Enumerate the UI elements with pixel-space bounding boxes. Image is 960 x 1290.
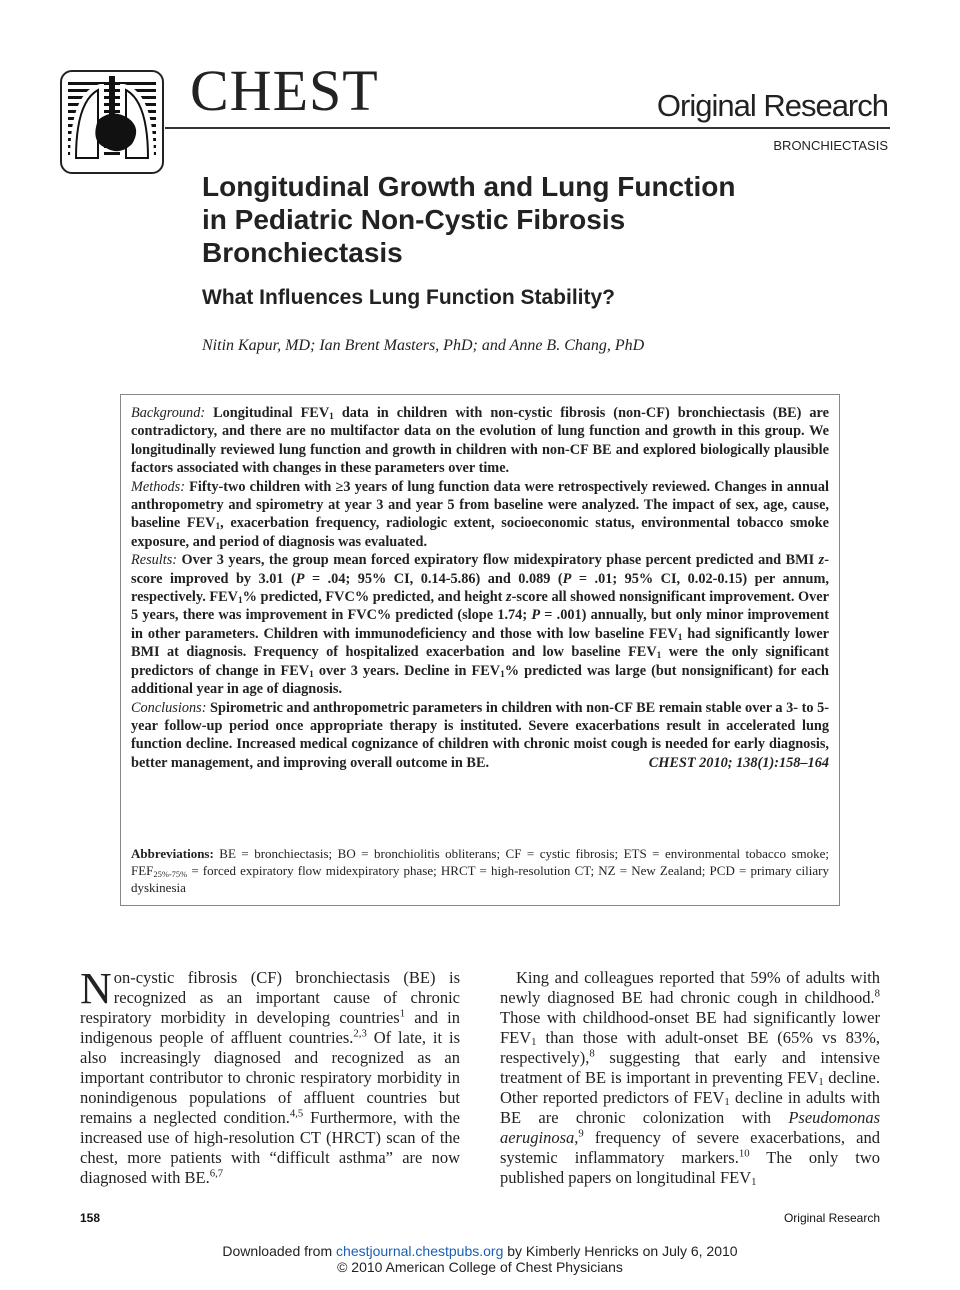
author-list: Nitin Kapur, MD; Ian Brent Masters, PhD; and Anne B. Chang, PhD (202, 337, 645, 354)
journal-name: CHEST (190, 58, 379, 123)
drop-cap: N (80, 964, 112, 1013)
abbreviations: Abbreviations: BE = bronchiectasis; BO = bronchiolitis obliterans; CF = cystic fibrosis; ETS = environmental tobacco smoke; $FEF_{25\%-75\%}$ = forced expiratory flow midexpiratory phase; HRCT = high-resolution CT; NZ = New Zealand; PCD = primary ciliary dyskinesia (131, 846, 829, 895)
reference-link[interactable]: 6,7 (209, 1167, 224, 1180)
download-notice: Downloaded from chestjournal.chestpubs.org by Kimberly Henricks on July 6, 2010 (222, 1243, 738, 1259)
running-footer: Original Research (783, 1211, 880, 1225)
title-line: in Pediatric Non-Cystic Fibrosis (202, 204, 626, 235)
title-line: Bronchiectasis (202, 237, 403, 268)
results-label: Results: (131, 552, 178, 569)
species-name: Pseudomonas aeruginosa (500, 1108, 880, 1147)
page-number: 158 (80, 1211, 101, 1225)
abbreviations-label: Abbreviations: (131, 846, 214, 861)
abstract-methods: Methods: Fifty-two children with ≥3 years of lung function data were retrospectively reviewed. Changes in annual anthropometry and spirometry at year 3 and year 5 from baseline were analyzed. The impact of sex, age, cause, baseline $FEV_1$, exacerbation frequency, radiologic extent, socioeconomic status, environmental tobacco smoke exposure, and period of diagnosis was evaluated. (131, 478, 829, 550)
journal-citation: CHEST 2010; 138(1):158–164 (648, 754, 829, 771)
header-rule (165, 127, 890, 129)
journal-logo (60, 70, 164, 174)
title-line: Longitudinal Growth and Lung Function (202, 171, 736, 202)
reference-link[interactable]: 1 (399, 1007, 406, 1020)
copyright-notice: © 2010 American College of Chest Physicians (337, 1259, 623, 1275)
reference-link[interactable]: 8 (874, 987, 880, 1000)
reference-link[interactable]: 8 (589, 1047, 595, 1060)
reference-link[interactable]: 2,3 (353, 1027, 367, 1040)
reference-link[interactable]: 9 (578, 1127, 584, 1140)
body-column-right (500, 968, 880, 1188)
subsection-label: BRONCHIECTASIS (773, 138, 888, 153)
article-title (202, 170, 852, 269)
abstract-conclusions: Conclusions: Spirometric and anthropometric parameters in children with non-CF BE remain stable over a 3- to 5-year follow-up period once appropriate therapy is instituted. Severe exacerbations result in accelerated lung function decline. Increased medical cognizance of children with chronic moist cough is needed for early diagnosis, better management, and improving overall outcome in BE. CHEST 2010; 138(1):158–164 (131, 699, 829, 771)
journal-site-link[interactable]: chestjournal.chestpubs.org (336, 1243, 504, 1259)
body-paragraph: Non-cystic fibrosis (CF) bronchiectasis (BE) is recognized as an important cause of chronic respiratory morbidity in developing countries$^1$ and in indigenous people of affluent countries.$^{2,3}$ Of late, it is also increasingly diagnosed and recognized as an important contributor to chronic respiratory morbidity in nonindigenous populations of affluent countries but remains a neglected condition.$^{4,5}$ Furthermore, with the increased use of high-resolution CT (HRCT) scan of the chest, more patients with “difficult asthma” are now diagnosed with BE.$^{6,7}$ (80, 964, 460, 1187)
reference-link[interactable]: 4,5 (289, 1107, 304, 1120)
section-label: Original Research (656, 88, 888, 123)
chest-lungs-logo-icon (62, 72, 162, 172)
article-subtitle: What Influences Lung Function Stability? (202, 286, 615, 309)
abstract-results: Results: Over 3 years, the group mean forced expiratory flow midexpiratory phase percent predicted and BMI z-score improved by 3.01 (P = .04; 95% CI, 0.14-5.86) and 0.089 (P = .01; 95% CI, 0.02-0.15) per annum, respectively. $FEV_1\%$ predicted, FVC% predicted, and height z-score all showed nonsignificant improvement. Over 5 years, there was improvement in FVC% predicted (slope 1.74; P = .001) annually, but only minor improvement in other parameters. Children with immunodeficiency and those with low baseline $FEV_1$ had significantly lower BMI at diagnosis. Frequency of hospitalized exacerbation and low baseline $FEV_1$ were the only significant predictors of change in $FEV_1$ over 3 years. Decline in $FEV_1\%$ predicted was large (but nonsignificant) for each additional year in age of diagnosis. (131, 552, 830, 698)
body-column-left (80, 964, 460, 1188)
abstract-background: Background: Longitudinal $FEV_1$ data in children with non-cystic fibrosis (non-CF) bronchiectasis (BE) are contradictory, and there are no multifactor data on the evolution of lung function and growth in this group. We longitudinally reviewed lung function and growth in children with non-CF BE and explored biologically plausible factors associated with changes in these parameters over time. (131, 405, 829, 477)
methods-label: Methods: (131, 478, 185, 495)
conclusions-label: Conclusions: (131, 699, 207, 716)
reference-link[interactable]: 10 (738, 1147, 750, 1160)
abstract-text (131, 404, 829, 772)
body-paragraph: King and colleagues reported that 59% of adults with newly diagnosed BE had chronic cough in childhood.$^8$ Those with childhood-onset BE had significantly lower $FEV_1$ than those with adult-onset BE (65% vs 83%, respectively),$^8$ suggesting that early and intensive treatment of BE is important in preventing $FEV_1$ decline. Other reported predictors of $FEV_1$ decline in adults with BE are chronic colonization with Pseudomonas aeruginosa,$^9$ frequency of severe exacerbations, and systemic inflammatory markers.$^{10}$ The only two published papers on longitudinal $FEV_1$ (500, 968, 881, 1188)
background-label: Background: (131, 405, 206, 421)
